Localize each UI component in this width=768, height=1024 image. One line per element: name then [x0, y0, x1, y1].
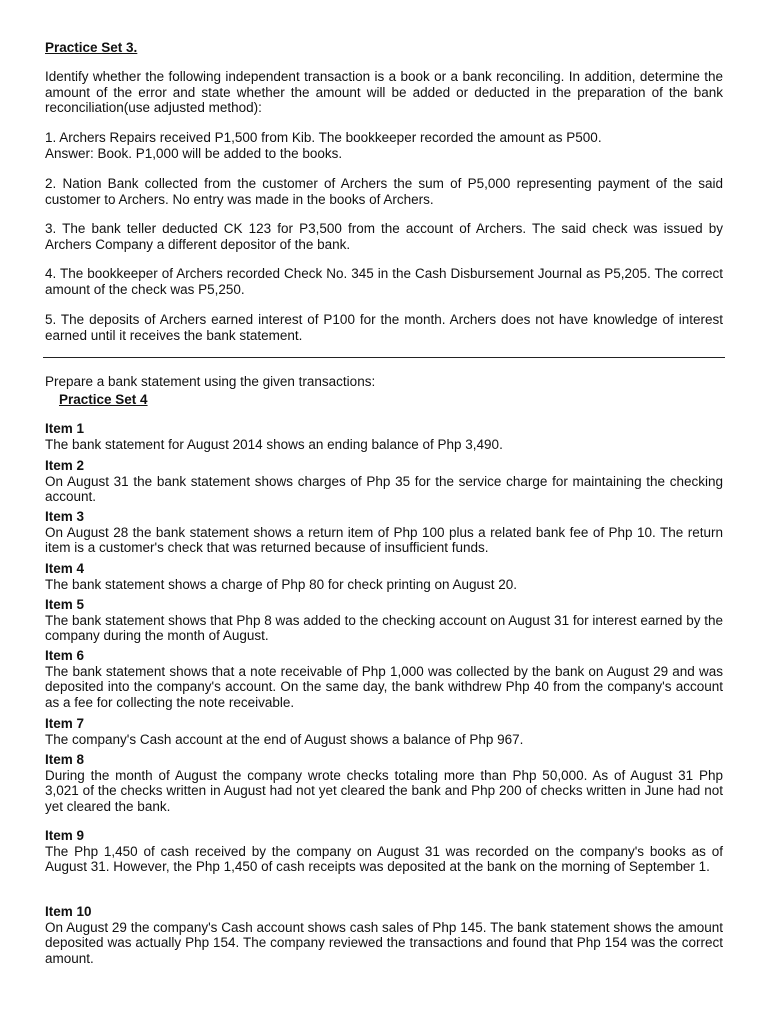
section-divider	[43, 357, 725, 358]
question-3: 3. The bank teller deducted CK 123 for P3,500 from the account of Archers. The said check was issued by Archers Company a different depositor of the bank.	[45, 221, 723, 252]
item-5	[45, 597, 723, 644]
item-text: On August 31 the bank statement shows charges of Php 35 for the service charge for maintaining the checking account.	[45, 473, 723, 504]
item-heading: Item 8	[45, 752, 85, 767]
item-text: The bank statement shows that Php 8 was added to the checking account on August 31 for interest earned by the company during the month of August.	[45, 612, 723, 643]
item-10	[45, 904, 723, 966]
item-text: On August 29 the company's Cash account shows cash sales of Php 145. The bank statement shows the amount deposited was actually Php 154. The company reviewed the transactions and found that Php 154 was the correct amount.	[45, 919, 723, 966]
item-6	[45, 648, 723, 710]
item-text: The company's Cash account at the end of August shows a balance of Php 967.	[45, 731, 524, 747]
item-2	[45, 458, 723, 505]
item-8	[45, 752, 723, 814]
question-4: 4. The bookkeeper of Archers recorded Check No. 345 in the Cash Disbursement Journal as P5,205. The correct amount of the check was P5,250.	[45, 266, 723, 297]
item-3	[45, 509, 723, 556]
item-heading: Item 5	[45, 597, 85, 612]
question-2: 2. Nation Bank collected from the customer of Archers the sum of P5,000 representing payment of the said customer to Archers. No entry was made in the books of Archers.	[45, 176, 723, 207]
item-7	[45, 716, 723, 747]
item-text: The bank statement shows a charge of Php 80 for check printing on August 20.	[45, 576, 518, 592]
question-1	[45, 130, 723, 161]
item-text: The bank statement shows that a note receivable of Php 1,000 was collected by the bank on August 29 and was deposited into the company's account. On the same day, the bank withdrew Php 40 from the company's account as a fee for collecting the note receivable.	[45, 663, 723, 710]
question-1-text: 1. Archers Repairs received P1,500 from Kib. The bookkeeper recorded the amount as P500.	[45, 130, 602, 145]
item-text: The bank statement for August 2014 shows an ending balance of Php 3,490.	[45, 436, 503, 452]
item-text: On August 28 the bank statement shows a return item of Php 100 plus a related bank fee of Php 10. The return item is a customer's check that was returned because of insufficient funds.	[45, 524, 723, 555]
item-heading: Item 2	[45, 458, 85, 473]
question-1-answer: Answer: Book. P1,000 will be added to the books.	[45, 145, 343, 161]
question-5: 5. The deposits of Archers earned interest of P100 for the month. Archers does not have knowledge of interest earned until it receives the bank statement.	[45, 312, 723, 343]
practice-set-3-title: Practice Set 3.	[45, 40, 138, 55]
item-heading: Item 7	[45, 716, 85, 731]
item-1	[45, 421, 723, 452]
item-text: During the month of August the company wrote checks totaling more than Php 50,000. As of August 31 Php 3,021 of the checks written in August had not yet cleared the bank and Php 200 of checks written in June had not yet cleared the bank.	[45, 767, 723, 814]
item-4	[45, 561, 723, 592]
item-heading: Item 1	[45, 421, 85, 436]
item-heading: Item 10	[45, 904, 92, 919]
practice-set-3-instructions: Identify whether the following independent transaction is a book or a bank reconciling. In addition, determine the amount of the error and state whether the amount will be added or deducted in the preparation of the bank reconciliation(use adjusted method):	[45, 69, 723, 115]
practice-set-4-instructions: Prepare a bank statement using the given transactions:	[45, 374, 376, 389]
item-9	[45, 828, 723, 875]
item-heading: Item 6	[45, 648, 85, 663]
item-heading: Item 4	[45, 561, 85, 576]
item-text: The Php 1,450 of cash received by the company on August 31 was recorded on the company's books as of August 31. However, the Php 1,450 of cash receipts was deposited at the bank on the morning of September 1.	[45, 843, 723, 874]
item-heading: Item 9	[45, 828, 85, 843]
item-heading: Item 3	[45, 509, 85, 524]
practice-set-4-title: Practice Set 4	[59, 392, 148, 407]
